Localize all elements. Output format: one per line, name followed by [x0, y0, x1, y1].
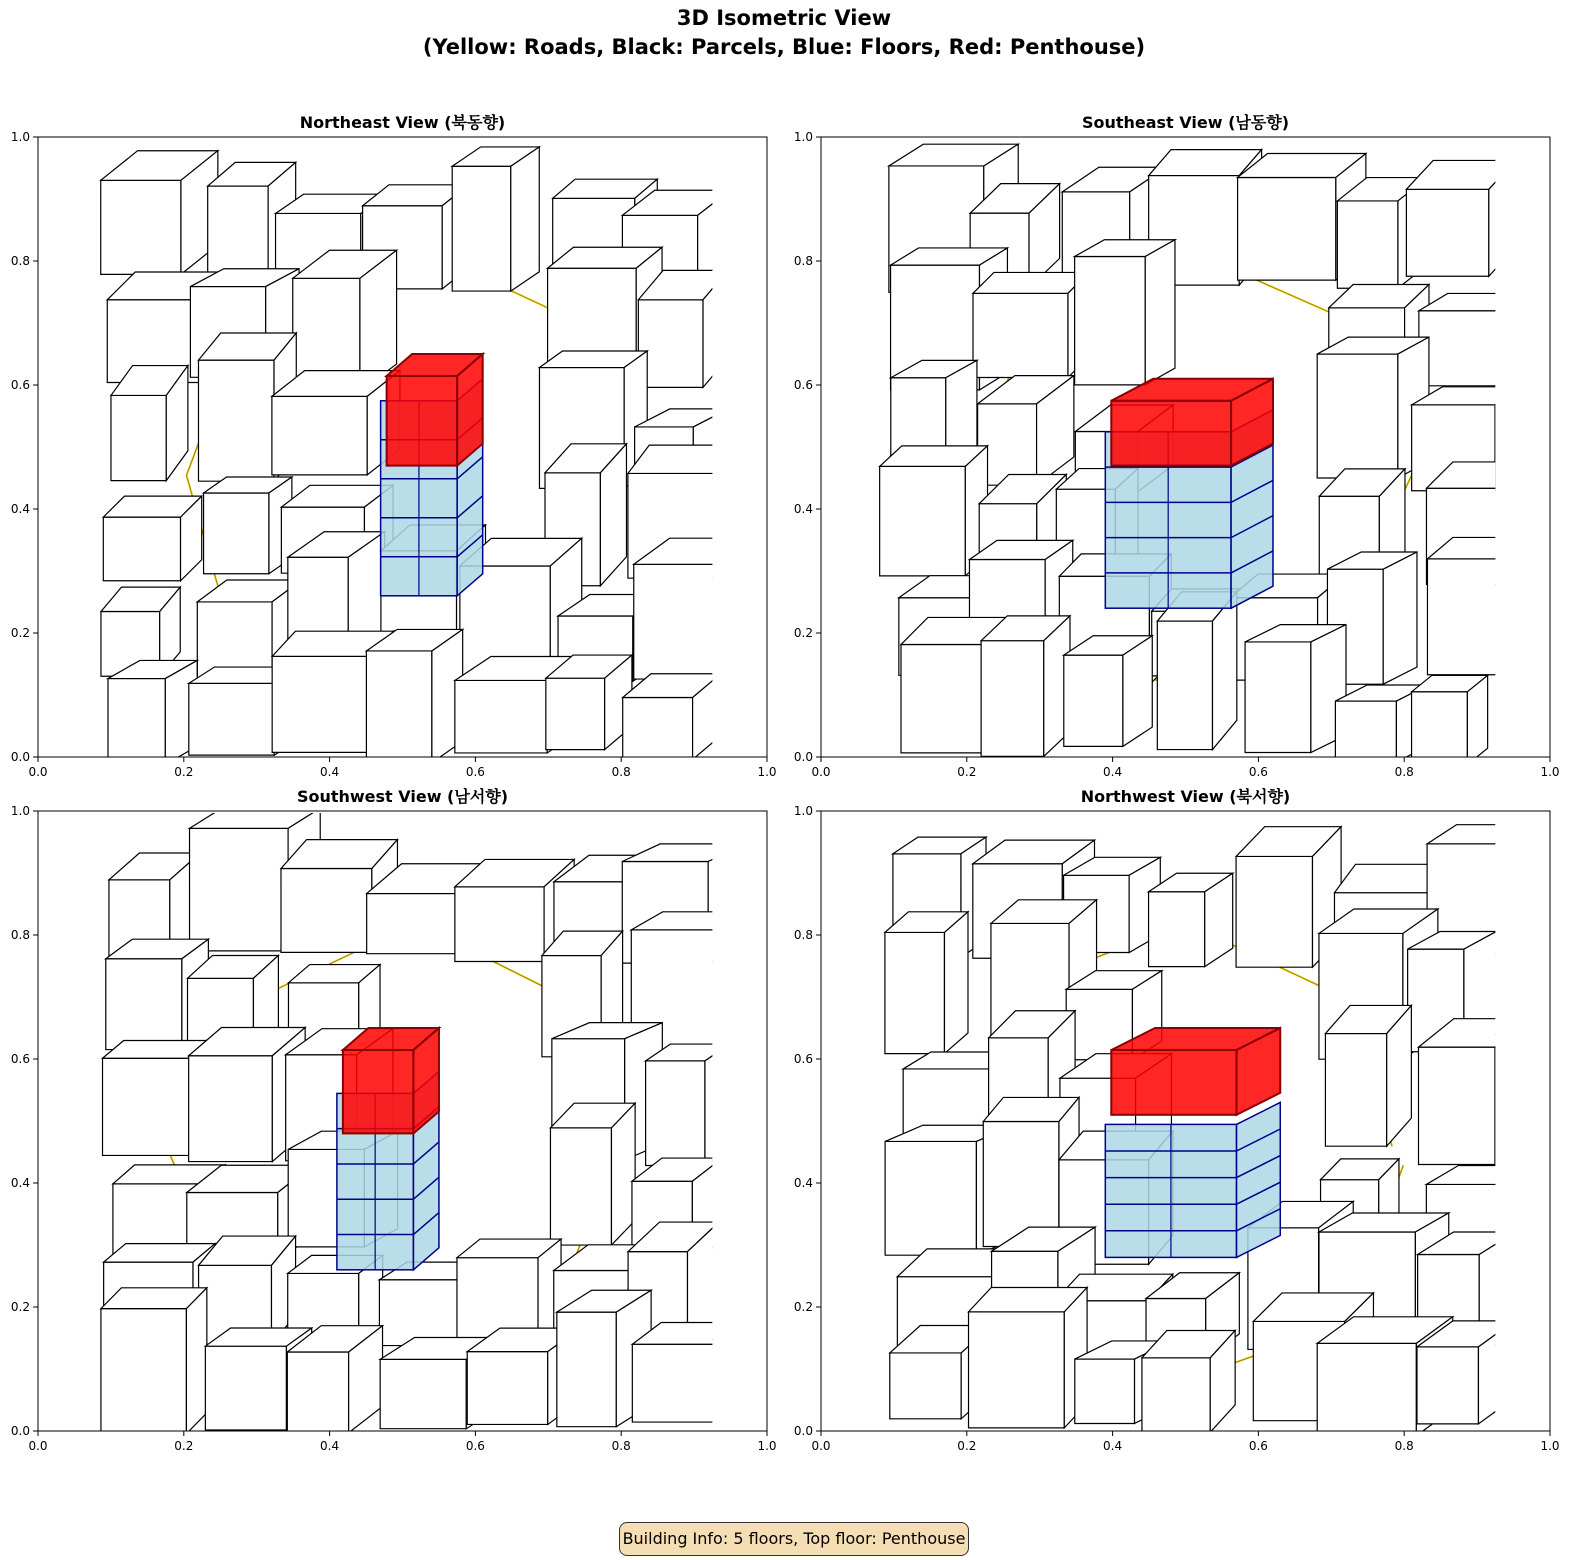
scene-1 — [101, 147, 759, 764]
parcel-building-front — [880, 466, 966, 576]
y-tick-label: 0.2 — [793, 1300, 813, 1314]
parcel-building-front — [101, 1309, 186, 1434]
parcel-building-front — [1236, 856, 1312, 967]
x-tick-label: 0.8 — [1394, 1439, 1414, 1453]
parcel-building-front — [1075, 1359, 1135, 1423]
parcel-building-front — [452, 166, 511, 291]
y-tick-label: 0.8 — [10, 254, 30, 268]
y-tick-label: 1.0 — [10, 804, 30, 818]
parcel-building-side — [1383, 552, 1417, 684]
target-building — [337, 1028, 439, 1270]
parcel-building-front — [272, 656, 370, 752]
panel-title-4: Northwest View (북서향) — [1080, 787, 1291, 806]
parcel-building-front — [1149, 892, 1205, 967]
parcel-building-front — [366, 651, 431, 763]
y-tick-label: 0.6 — [10, 1052, 30, 1066]
parcel-building-front — [287, 1352, 348, 1433]
parcel-building-front — [190, 828, 289, 951]
parcel-building-front — [890, 1353, 961, 1419]
x-tick-label: 0.4 — [320, 1439, 340, 1453]
penthouse-front — [387, 376, 458, 466]
parcel-building-front — [1419, 311, 1500, 386]
y-tick-label: 0.0 — [10, 750, 30, 764]
scene-2 — [880, 144, 1552, 764]
floors-side — [1237, 1102, 1281, 1257]
x-tick-label: 1.0 — [1540, 765, 1560, 779]
panel-title-3: Southwest View (남서향) — [296, 787, 509, 806]
x-tick-label: 0.6 — [1248, 1439, 1268, 1453]
parcel-building-front — [189, 1056, 273, 1162]
parcel-building-front — [1406, 189, 1488, 276]
y-tick-label: 1.0 — [10, 130, 30, 144]
parcel-building-front — [1335, 701, 1396, 762]
figure-title-line-2: (Yellow: Roads, Black: Parcels, Blue: Floors, Red: Penthouse) — [422, 35, 1146, 59]
panel-1 — [11, 113, 777, 779]
parcel-building-front — [380, 1359, 466, 1428]
parcel-building-front — [198, 360, 274, 481]
y-tick-label: 1.0 — [793, 804, 813, 818]
y-tick-label: 0.4 — [793, 1176, 813, 1190]
parcel-building-front — [103, 1058, 199, 1155]
y-tick-label: 0.0 — [10, 1424, 30, 1438]
parcel-building-front — [1337, 201, 1398, 288]
parcel-building-front — [103, 517, 180, 581]
parcel-building-front — [969, 1312, 1065, 1428]
parcel-building-side — [944, 912, 968, 1054]
y-tick-label: 0.8 — [793, 254, 813, 268]
parcel-building-front — [111, 395, 166, 480]
parcel-building-front — [1317, 1343, 1416, 1435]
y-tick-label: 0.4 — [793, 502, 813, 516]
y-tick-label: 0.6 — [793, 1052, 813, 1066]
parcel-building-front — [557, 1312, 616, 1427]
parcel-building-front — [1325, 1034, 1386, 1147]
parcel-building-front — [1317, 354, 1398, 478]
parcel-building-side — [511, 147, 539, 291]
penthouse-front — [343, 1050, 414, 1133]
parcel-building-front — [981, 641, 1044, 757]
y-tick-label: 0.8 — [793, 928, 813, 942]
parcel-building-front — [281, 869, 372, 953]
parcel-building-front — [1419, 1047, 1496, 1164]
y-tick-label: 0.2 — [10, 626, 30, 640]
y-tick-label: 0.4 — [10, 502, 30, 516]
x-tick-label: 0.2 — [957, 1439, 977, 1453]
figure-title — [0, 4, 1568, 62]
parcel-building-front — [1412, 692, 1468, 765]
parcel-building-front — [272, 396, 367, 475]
parcel-building-front — [550, 1128, 611, 1245]
parcel-building-front — [101, 180, 181, 274]
x-tick-label: 0.2 — [174, 1439, 194, 1453]
x-tick-label: 0.0 — [28, 1439, 48, 1453]
x-tick-label: 0.6 — [465, 1439, 485, 1453]
x-tick-label: 0.8 — [611, 1439, 631, 1453]
parcel-building-front — [1245, 642, 1311, 753]
parcel-building-front — [1157, 621, 1212, 749]
parcel-building-front — [455, 887, 544, 962]
penthouse-front — [1111, 1050, 1236, 1115]
y-tick-label: 0.0 — [793, 750, 813, 764]
x-tick-label: 0.8 — [611, 765, 631, 779]
x-tick-label: 0.8 — [1394, 765, 1414, 779]
parcel-building-front — [646, 1061, 705, 1166]
parcel-building-front — [208, 186, 268, 277]
y-tick-label: 0.6 — [793, 378, 813, 392]
parcel-building-front — [546, 678, 605, 749]
parcel-building-front — [885, 1141, 976, 1255]
parcel-building-front — [455, 680, 547, 752]
parcel-building-front — [1064, 655, 1123, 746]
parcel-building-front — [367, 894, 465, 954]
x-tick-label: 0.4 — [1103, 765, 1123, 779]
parcel-building-front — [204, 493, 269, 574]
parcel-building-side — [1467, 675, 1487, 764]
panel-4 — [794, 787, 1560, 1453]
x-tick-label: 0.4 — [320, 765, 340, 779]
panel-2 — [794, 113, 1560, 779]
parcel-building-front — [632, 1344, 715, 1422]
panel-title-1: Northeast View (북동향) — [299, 113, 506, 132]
panel-title-2: Southeast View (남동향) — [1081, 113, 1290, 132]
parcel-building-front — [885, 932, 945, 1053]
x-tick-label: 0.2 — [174, 765, 194, 779]
y-tick-label: 0.0 — [793, 1424, 813, 1438]
x-tick-label: 1.0 — [757, 1439, 777, 1453]
scene-4 — [885, 825, 1545, 1436]
y-tick-label: 1.0 — [793, 130, 813, 144]
x-tick-label: 1.0 — [757, 765, 777, 779]
x-tick-label: 0.0 — [811, 765, 831, 779]
x-tick-label: 0.6 — [1248, 765, 1268, 779]
x-tick-label: 0.6 — [465, 765, 485, 779]
target-building — [1105, 379, 1273, 608]
parcel-building-front — [1075, 256, 1146, 384]
x-tick-label: 0.0 — [811, 1439, 831, 1453]
y-tick-label: 0.2 — [10, 1300, 30, 1314]
figure-title-line-1: 3D Isometric View — [676, 6, 892, 30]
parcel-building-front — [973, 293, 1068, 377]
parcel-building-side — [1145, 240, 1175, 385]
parcel-building-front — [1417, 1347, 1478, 1424]
parcel-building-front — [467, 1352, 547, 1425]
parcel-building-front — [108, 679, 165, 765]
parcel-building-front — [189, 683, 274, 755]
parcel-building-side — [186, 1288, 206, 1434]
parcel-building-front — [1238, 177, 1336, 280]
parcel-building-front — [205, 1346, 286, 1430]
penthouse-front — [1111, 401, 1231, 466]
target-building — [1105, 1028, 1280, 1257]
parcel-building-front — [1142, 1358, 1210, 1432]
parcel-building-front — [638, 300, 703, 388]
target-building — [381, 354, 483, 596]
x-tick-label: 0.2 — [957, 765, 977, 779]
y-tick-label: 0.4 — [10, 1176, 30, 1190]
building-info-box: Building Info: 5 floors, Top floor: Penthouse — [619, 1522, 969, 1556]
x-tick-label: 0.0 — [28, 765, 48, 779]
parcel-building-front — [106, 959, 182, 1050]
panel-3 — [11, 787, 777, 1453]
y-tick-label: 0.8 — [10, 928, 30, 942]
y-tick-label: 0.6 — [10, 378, 30, 392]
y-tick-label: 0.2 — [793, 626, 813, 640]
x-tick-label: 0.4 — [1103, 1439, 1123, 1453]
scene-3 — [101, 808, 756, 1433]
x-tick-label: 1.0 — [1540, 1439, 1560, 1453]
parcel-building-front — [634, 564, 723, 679]
parcel-building-side — [1123, 636, 1152, 747]
parcel-building-front — [623, 698, 693, 760]
